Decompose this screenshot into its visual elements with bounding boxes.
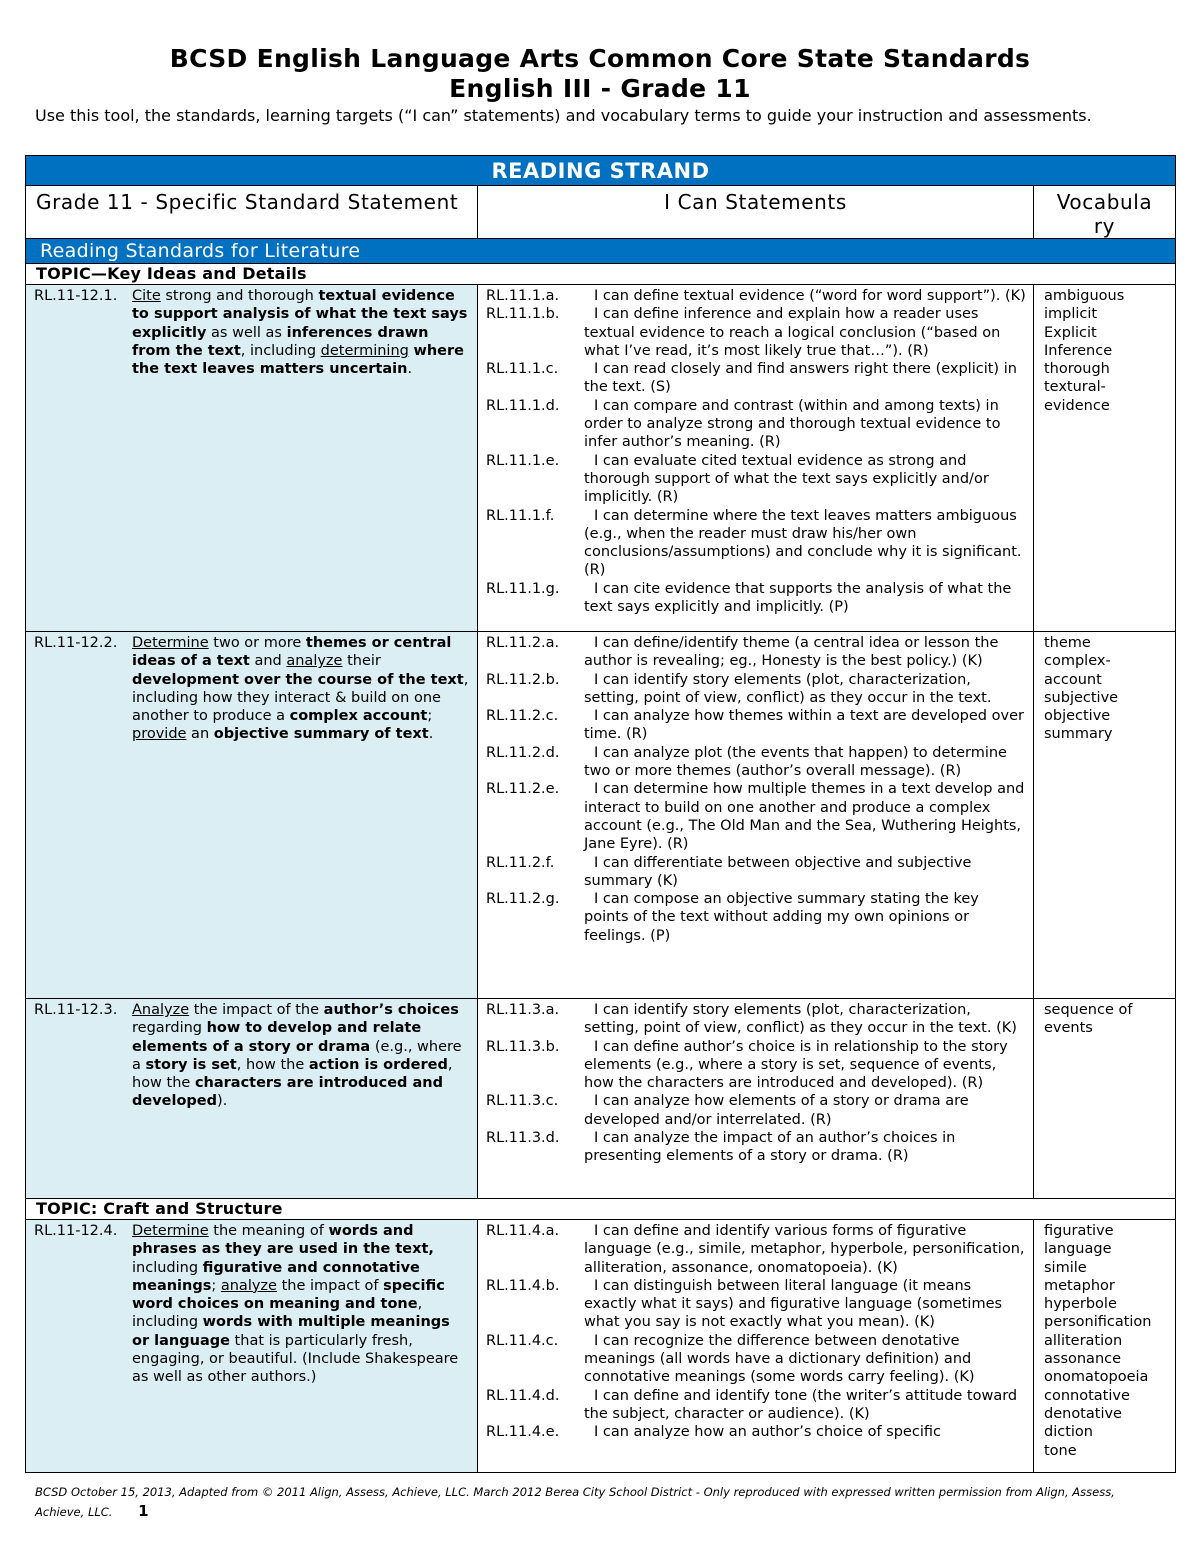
i-can-cell: [478, 999, 1034, 1198]
statement-code: RL.11.2.b.: [486, 671, 560, 688]
i-can-statement: [486, 1129, 1027, 1166]
statement-text-wrap: [584, 744, 1027, 781]
statement-code: RL.11.1.g.: [486, 580, 560, 597]
statement-text: I can analyze how elements of a story or drama are developed and/or interrelated. (R): [584, 1093, 969, 1128]
vocabulary-term: objective: [1044, 708, 1111, 725]
standard-text: [132, 287, 471, 378]
standard-text-underlined: Determine: [132, 635, 209, 651]
statement-text-wrap: [584, 305, 1027, 360]
standard-code: RL.11-12.4.: [34, 1223, 118, 1239]
vocabulary-term: events: [1044, 1020, 1093, 1037]
statement-code: RL.11.1.e.: [486, 452, 560, 469]
standard-text-run: the impact of: [276, 1277, 384, 1294]
statement-code: RL.11.4.e.: [486, 1424, 560, 1441]
i-can-statement: [486, 1387, 1027, 1424]
vocabulary-term: ambiguous: [1044, 288, 1125, 304]
statement-text-wrap: [584, 287, 1027, 305]
standard-code: RL.11-12.2.: [34, 635, 118, 651]
standard-text-run: the impact of the: [189, 1002, 324, 1018]
statement-code: RL.11.2.d.: [486, 744, 560, 761]
statement-text-wrap: [584, 890, 1027, 945]
i-can-statement: [486, 1001, 1027, 1038]
standard-text-run: as well as: [206, 324, 287, 341]
standard-text-underlined: Cite: [132, 288, 161, 304]
statement-code: RL.11.2.f.: [486, 854, 555, 871]
standard-statement-cell: [26, 285, 478, 631]
statement-text: I can recognize the difference between denotative meanings (all words have a dictionary definition) and connotative meanings (some words carry feeling). (K): [584, 1332, 975, 1386]
topic-craft-structure: TOPIC: Craft and Structure: [26, 1199, 1175, 1220]
statement-text: I can differentiate between objective and subjective summary (K): [584, 854, 972, 889]
standard-text-run: including: [132, 1259, 203, 1276]
standard-text-run: .: [428, 726, 434, 743]
statement-text-wrap: [584, 1129, 1027, 1166]
vocabulary-cell: [1034, 1220, 1175, 1472]
standard-text-run: ;: [211, 1277, 221, 1294]
statement-text: I can define/identify theme (a central idea or lesson the author is revealing; eg., Honesty is the best policy.) (K): [584, 635, 999, 670]
standard-text-run: , including: [240, 342, 321, 359]
statement-text: I can compare and contrast (within and among texts) in order to analyze strong and thorough textual evidence to infer author’s meaning. (R): [584, 397, 1001, 451]
statement-code: RL.11.2.e.: [486, 781, 560, 798]
statement-text: I can determine where the text leaves matters ambiguous (e.g., when the reader must draw his/her own conclusions/assumptions) and conclude why it is significant. (R): [584, 507, 1022, 579]
statement-code: RL.11.4.a.: [486, 1223, 560, 1239]
statement-text: I can identify story elements (plot, characterization, setting, point of view, conflict) as they occur in the text.: [584, 671, 992, 706]
vocabulary-term: theme: [1044, 635, 1091, 651]
vocabulary-term: metaphor: [1044, 1277, 1115, 1294]
standard-statement: [34, 634, 471, 744]
vocabulary-term: summary: [1044, 726, 1113, 743]
vocabulary-cell: [1034, 999, 1175, 1198]
vocabulary-term: connotative: [1044, 1387, 1130, 1404]
statement-code: RL.11.1.c.: [486, 361, 559, 378]
standard-statement: [34, 287, 471, 378]
i-can-statement: [486, 360, 1027, 397]
i-can-statement: [486, 744, 1027, 781]
i-can-cell: [478, 632, 1034, 998]
standard-text-underlined: determining: [320, 342, 409, 359]
standard-text-run: (e.g., where a: [132, 1038, 462, 1073]
statement-text: I can read closely and find answers right there (explicit) in the text. (S): [584, 361, 1017, 396]
statement-text-wrap: [584, 1038, 1027, 1093]
i-can-statement: [486, 507, 1027, 580]
topic-key-ideas: TOPIC—Key Ideas and Details: [26, 264, 1175, 285]
statement-text: I can analyze plot (the events that happen) to determine two or more themes (author’s overall message). (R): [584, 744, 1007, 780]
standard-text-run: the meaning of: [208, 1223, 329, 1239]
vocabulary-term: denotative: [1044, 1405, 1122, 1422]
page-footer: [35, 1483, 1155, 1522]
i-can-statement: [486, 890, 1027, 945]
standard-text-run: regarding: [132, 1020, 207, 1037]
standard-text-underlined: Analyze: [132, 1002, 190, 1018]
document-title: BCSD English Language Arts Common Core State Standards: [169, 44, 1031, 73]
statement-text-wrap: [584, 1001, 1027, 1038]
statement-text-wrap: [584, 1222, 1027, 1277]
vocabulary-term: complex-: [1044, 653, 1111, 670]
statement-text-wrap: [584, 1332, 1027, 1387]
i-can-statement: [486, 1038, 1027, 1093]
statement-text: I can determine how multiple themes in a text develop and interact to build on one another and produce a complex account (e.g., The Old Man and the Sea, Wuthering Heights, Jane Eyre). (R): [584, 781, 1025, 853]
vocabulary-term: Explicit: [1044, 324, 1097, 341]
vocabulary-term: alliteration: [1044, 1332, 1123, 1349]
statement-text: I can define textual evidence (“word for word support”). (K): [594, 288, 1026, 304]
standard-text-bold: inferences drawn from the text: [132, 324, 429, 359]
statement-code: RL.11.4.b.: [486, 1277, 560, 1294]
standard-text-run: , how the: [236, 1056, 309, 1073]
statement-text: I can define inference and explain how a reader uses textual evidence to reach a logical conclusion (“based on what I’ve read, it’s most likely true that…”). (R): [584, 306, 1001, 359]
statement-text: I can define author’s choice is in relationship to the story elements (e.g., where a story is set, sequence of events, how the characters are introduced and developed). (R): [584, 1038, 1008, 1092]
standard-text-bold: figurative and connotative meanings: [132, 1259, 420, 1294]
i-can-statement: [486, 854, 1027, 891]
statement-code: RL.11.3.b.: [486, 1038, 560, 1055]
col-header-standard: Grade 11 - Specific Standard Statement: [26, 186, 478, 238]
i-can-statement: [486, 452, 1027, 507]
statement-text-wrap: [584, 1423, 1027, 1441]
statement-code: RL.11.1.a.: [486, 288, 560, 304]
standard-text-bold: characters are introduced and developed: [132, 1075, 443, 1110]
i-can-statement: [486, 580, 1027, 617]
standard-text-underlined: analyze: [286, 653, 343, 670]
statement-code: RL.11.3.c.: [486, 1093, 559, 1110]
statement-text: I can identify story elements (plot, characterization, setting, point of view, conflict) as they occur in the text. (K): [584, 1002, 1017, 1037]
col-header-i-can: I Can Statements: [478, 186, 1034, 238]
statement-text: I can evaluate cited textual evidence as strong and thorough support of what the text says explicitly and/or implicitly. (R): [584, 452, 989, 506]
standard-text-run: , including how they interact & build on one another to produce a: [132, 671, 469, 725]
standard-text-bold: development over the course of the text: [132, 671, 464, 688]
standard-text: [132, 1001, 471, 1111]
statement-text: I can define and identify tone (the writer’s attitude toward the subject, character or audience). (K): [584, 1387, 1018, 1422]
standard-text-run: strong and thorough: [160, 288, 319, 304]
vocabulary-term: figurative: [1044, 1223, 1114, 1239]
standard-statement-cell: [26, 1220, 478, 1472]
document-subtitle: English III - Grade 11: [449, 74, 751, 103]
vocabulary-cell: [1034, 285, 1175, 631]
standard-text-bold: author’s choices: [323, 1002, 459, 1018]
statement-text-wrap: [584, 580, 1027, 617]
standard-text: [132, 1222, 471, 1387]
footer-text: BCSD October 15, 2013, Adapted from © 2011 Align, Assess, Achieve, LLC. March 2012 Berea City School District - Only reproduced with expressed written permission from Align, Assess, Achieve, LLC.: [35, 1485, 1115, 1519]
statement-text-wrap: [584, 854, 1027, 891]
standard-text-run: , how the: [132, 1056, 453, 1092]
vocabulary-term: subjective: [1044, 689, 1119, 706]
standard-text-run: their: [342, 653, 381, 670]
statement-text-wrap: [584, 507, 1027, 580]
standard-text-run: an: [186, 726, 214, 743]
standard-text-run: that is particularly fresh, engaging, or beautiful. (Include Shakespeare as well as other authors.): [132, 1332, 459, 1386]
standard-text-run: .: [407, 361, 413, 378]
vocabulary-term: hyperbole: [1044, 1296, 1117, 1313]
standard-text-bold: objective summary of text: [213, 726, 429, 743]
section-subhead: Reading Standards for Literature: [26, 239, 1175, 264]
standard-text-underlined: provide: [132, 726, 187, 743]
standard-text-bold: where the text leaves matters uncertain: [132, 342, 465, 378]
i-can-statement: [486, 780, 1027, 853]
statement-text-wrap: [584, 1387, 1027, 1424]
vocabulary-term: evidence: [1044, 397, 1110, 414]
standard-text-underlined: Determine: [132, 1223, 209, 1239]
col-header-vocabulary: Vocabula ry: [1056, 190, 1153, 238]
standard-text-run: , including: [132, 1296, 423, 1331]
vocabulary-term: language: [1044, 1241, 1112, 1258]
i-can-cell: [478, 1220, 1034, 1472]
statement-text-wrap: [584, 452, 1027, 507]
strand-header: READING STRAND: [26, 156, 1175, 186]
statement-code: RL.11.2.c.: [486, 708, 559, 725]
vocabulary-cell: [1034, 632, 1175, 998]
i-can-statement: [486, 1423, 1027, 1441]
i-can-statement: [486, 397, 1027, 452]
standard-text-bold: themes or central ideas of a text: [132, 635, 452, 670]
statement-text: I can analyze the impact of an author’s choices in presenting elements of a story or drama. (R): [584, 1130, 956, 1165]
standard-text-run: and: [249, 653, 287, 670]
intro-text: Use this tool, the standards, learning targets (“I can” statements) and vocabulary terms to guide your instruction and assessments.: [35, 106, 1092, 125]
standard-row: [26, 632, 1175, 999]
i-can-statement: [486, 1222, 1027, 1277]
vocabulary-term: textural-: [1044, 379, 1106, 396]
statement-code: RL.11.1.b.: [486, 306, 560, 323]
vocabulary-term: sequence of: [1044, 1002, 1133, 1018]
statement-text-wrap: [584, 707, 1027, 744]
i-can-statement: [486, 634, 1027, 671]
statement-text-wrap: [584, 780, 1027, 853]
standard-statement-cell: [26, 632, 478, 998]
standard-text-run: ;: [427, 708, 433, 725]
standard-row: [26, 285, 1175, 632]
statement-text-wrap: [584, 360, 1027, 397]
statement-text: I can compose an objective summary stating the key points of the text without adding my own opinions or feelings. (P): [584, 891, 979, 944]
standard-row: [26, 1220, 1175, 1472]
i-can-statement: [486, 287, 1027, 305]
statement-text-wrap: [584, 397, 1027, 452]
i-can-statement: [486, 1277, 1027, 1332]
vocabulary-term: assonance: [1044, 1351, 1122, 1368]
standard-text-run: ).: [217, 1093, 228, 1110]
statement-text-wrap: [584, 1277, 1027, 1332]
i-can-statement: [486, 305, 1027, 360]
table-header-row: [26, 186, 1175, 239]
standard-text-run: two or more: [208, 635, 306, 651]
i-can-statement: [486, 1092, 1027, 1129]
standard-text-bold: how to develop and relate elements of a story or drama: [132, 1020, 422, 1055]
vocabulary-term: onomatopoeia: [1044, 1369, 1149, 1386]
statement-text-wrap: [584, 1092, 1027, 1129]
statement-code: RL.11.4.c.: [486, 1332, 559, 1349]
vocabulary-term: personification: [1044, 1314, 1152, 1331]
standard-code: RL.11-12.3.: [34, 1002, 118, 1018]
statement-code: RL.11.2.g.: [486, 891, 560, 908]
statement-text: I can distinguish between literal language (it means exactly what it says) and figurative language (sometimes what you say is not exactly what you mean). (K): [584, 1277, 1003, 1331]
vocabulary-term: Inference: [1044, 342, 1113, 359]
statement-code: RL.11.3.a.: [486, 1002, 560, 1018]
standard-text-bold: specific word choices on meaning and tone: [132, 1277, 445, 1313]
standard-code: RL.11-12.1.: [34, 288, 118, 304]
statement-code: RL.11.4.d.: [486, 1387, 560, 1404]
statement-text: I can analyze how themes within a text are developed over time. (R): [584, 708, 1024, 743]
standard-text-bold: complex account: [289, 708, 428, 725]
standard-row: [26, 999, 1175, 1199]
page-number: 1: [138, 1502, 149, 1520]
standard-statement: [34, 1222, 471, 1387]
standard-text-bold: words and phrases as they are used in the text,: [132, 1223, 434, 1258]
standard-text: [132, 634, 471, 744]
i-can-statement: [486, 1332, 1027, 1387]
i-can-statement: [486, 671, 1027, 708]
vocabulary-term: simile: [1044, 1259, 1087, 1276]
standard-text-bold: story is set: [145, 1056, 237, 1073]
vocabulary-term: diction: [1044, 1424, 1093, 1441]
standards-table: [25, 155, 1176, 1473]
vocabulary-term: thorough: [1044, 361, 1110, 378]
vocabulary-term: tone: [1044, 1442, 1077, 1459]
statement-text-wrap: [584, 671, 1027, 708]
vocabulary-term: account: [1044, 671, 1102, 688]
statement-code: RL.11.2.a.: [486, 635, 560, 651]
statement-text-wrap: [584, 634, 1027, 671]
standard-text-bold: action is ordered: [308, 1056, 448, 1073]
i-can-cell: [478, 285, 1034, 631]
statement-text: I can analyze how an author’s choice of specific: [594, 1424, 941, 1441]
statement-text: I can define and identify various forms of figurative language (e.g., simile, metaphor, hyperbole, personification, alliteration, assonance, onomatopoeia). (K): [584, 1223, 1025, 1276]
standard-statement: [34, 1001, 471, 1111]
standard-statement-cell: [26, 999, 478, 1198]
standard-text-bold: textual evidence to support analysis of what the text says explicitly: [132, 288, 468, 341]
standard-text-bold: words with multiple meanings or language: [132, 1314, 450, 1349]
statement-code: RL.11.3.d.: [486, 1130, 560, 1147]
statement-code: RL.11.1.f.: [486, 507, 555, 524]
statement-text: I can cite evidence that supports the analysis of what the text says explicitly and implicitly. (P): [584, 580, 1012, 616]
i-can-statement: [486, 707, 1027, 744]
standard-text-underlined: analyze: [220, 1277, 277, 1294]
vocabulary-term: implicit: [1044, 306, 1098, 323]
statement-code: RL.11.1.d.: [486, 397, 560, 414]
